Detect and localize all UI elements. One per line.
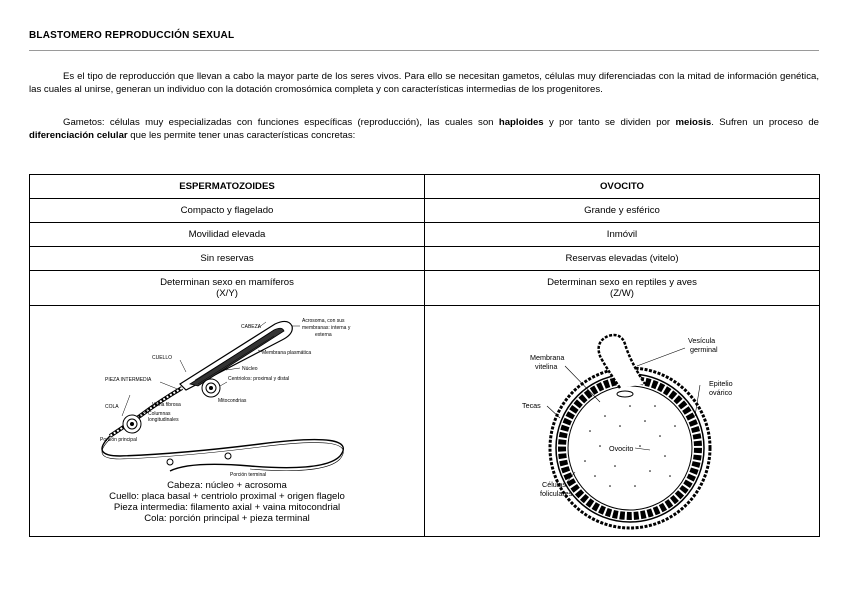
cell-oocyte-reserves: Reservas elevadas (vitelo) [425,247,820,271]
intro-p2-text-c: y por tanto se dividen por [543,117,676,128]
midpiece-cross-section [202,379,220,397]
label-centriolos: Centriolos: proximal y distal [228,376,290,382]
cell-sperm-sex [30,271,425,306]
table-row [30,199,820,223]
intro-paragraph-1 [29,70,819,96]
title-divider [29,50,819,51]
caption-cuello: Cuello: placa basal + centriolo proximal + origen flagelo [109,491,345,502]
label-vesicula-2: germinal [690,345,718,354]
label-celulas-2: foliculares [540,489,573,498]
germinal-disc [617,391,633,397]
cell-sperm-reserves: Sin reservas [30,247,425,271]
caption-pieza: Pieza intermedia: filamento axial + vaina mitocondrial [113,502,341,513]
intro-p2-text-g: que les permite tener unas características concretas: [127,130,356,141]
cell-oocyte-mobility: Inmóvil [425,223,820,247]
label-cuello: CUELLO [152,355,173,361]
header-ovocito: OVOCITO [425,175,820,199]
intro-p2-text-a: Gametos: células muy especializadas con funciones específicas (reproducción), las cuales son [63,117,499,128]
table-row-figures [30,306,820,537]
caption-cola: Cola: porción principal + pieza terminal [144,513,310,524]
table-row [30,271,820,306]
label-celulas-1: Células [542,480,566,489]
sperm-midpiece [110,388,182,436]
label-columnas-2: longitudinales [148,417,179,423]
sperm-sex-line1: Determinan sexo en mamíferos [160,277,294,288]
label-ovocito: Ovocito [609,444,634,453]
term-diferenciacion: diferenciación celular [29,130,128,141]
label-columnas-1: Columnas [148,411,171,417]
intro-paragraph-2 [29,116,819,142]
oocyte-diagram [425,306,820,536]
intro-p1-text: Es el tipo de reproducción que llevan a cabo la mayor parte de los seres vivos. Para ello se necesitan gametos, células muy diferenciadas con la mitad de información genética, las cuales al unirse, generan un individuo con la dotación cromosómica completa y con características intermedias de los progenitores. [29,71,819,95]
page-title: BLASTOMERO REPRODUCCIÓN SEXUAL [29,30,235,41]
gametes-table [29,174,820,537]
label-nucleo: Núcleo [242,366,258,372]
label-porcion-principal: Porción principal [100,437,137,443]
label-tecas: Tecas [522,401,541,410]
cell-oocyte-sex [425,271,820,306]
label-membrana: Membrana plasmática [262,350,312,356]
label-acrosoma-3: externa [315,332,332,338]
term-meiosis: meiosis [675,117,712,128]
sperm-sex-line2: (X/Y) [216,288,238,299]
label-epitelio-2: ovárico [709,388,733,397]
label-acrosoma-2: membranas: interna y [302,325,351,331]
tail-section-marker [167,459,173,465]
sperm-diagram [30,306,425,478]
header-espermatozoides: ESPERMATOZOIDES [30,175,425,199]
cell-sperm-figure [30,306,425,537]
intro-p2-text-e: . Sufren un proceso de [711,117,819,128]
cell-oocyte-figure [425,306,820,537]
label-mitocondrias: Mitocondrias [218,398,247,404]
caption-cabeza: Cabeza: núcleo + acrosoma [167,480,287,491]
label-pieza-intermedia: PIEZA INTERMEDIA [105,377,152,383]
label-vesicula-1: Vesícula [688,336,716,345]
table-row [30,247,820,271]
label-membrana-2: vitelina [535,362,558,371]
label-cabeza: CABEZA [241,324,262,330]
label-cola: COLA [105,404,119,410]
cell-sperm-shape: Compacto y flagelado [30,199,425,223]
label-vaina-fibrosa: Vaina fibrosa [152,402,181,408]
tail-cross-section [123,415,141,433]
term-haploides: haploides [498,117,544,128]
label-membrana-1: Membrana [530,353,565,362]
terminal-section-marker [225,453,231,459]
cell-sperm-mobility: Movilidad elevada [30,223,425,247]
sperm-tail [102,436,343,471]
label-porcion-terminal: Porción terminal [230,472,267,478]
label-acrosoma-1: Acrosoma, con sus [302,318,345,324]
cell-oocyte-shape: Grande y esférico [425,199,820,223]
oocyte-sex-line2: (Z/W) [610,288,634,299]
oocyte-sex-line1: Determinan sexo en reptiles y aves [547,277,697,288]
label-epitelio-1: Epitelio [709,379,733,388]
table-row [30,223,820,247]
table-header-row [30,175,820,199]
sperm-caption [30,480,424,524]
